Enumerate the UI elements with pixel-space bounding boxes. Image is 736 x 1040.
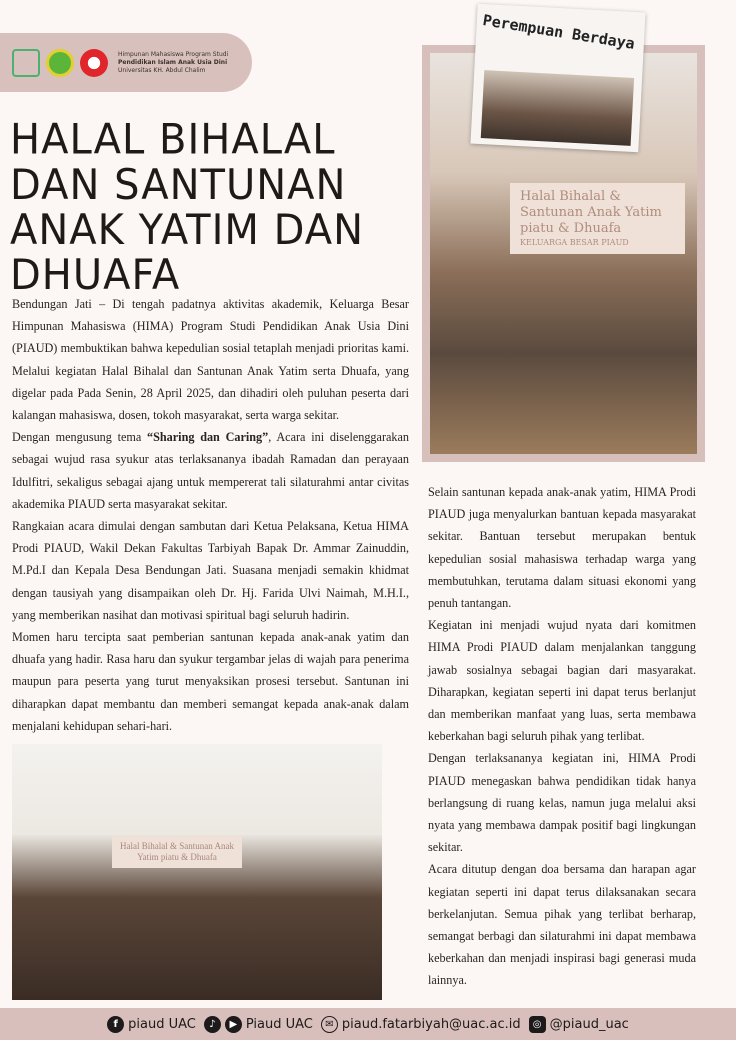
faculty-logo-icon [46, 49, 74, 77]
youtube-icon: ▶ [225, 1016, 242, 1033]
polaroid-photo: Perempuan Berdaya [470, 4, 645, 153]
org-name: Himpunan Mahasiswa Program Studi Pendidikan Islam Anak Usia Dini Universitas KH. Abdul Chalim [118, 50, 229, 74]
paragraph: Selain santunan kepada anak-anak yatim, HIMA Prodi PIAUD juga menyalurkan bantuan kepada masyarakat sekitar. Bantuan tersebut merupakan bentuk kepedulian sosial mahasiswa terhadap warga yang membutuhkan, terutama dalam situasi ekonomi yang penuh tantangan. [428, 485, 696, 611]
instagram-link[interactable]: ◎ @piaud_uac [529, 1016, 629, 1033]
polaroid-image [481, 70, 634, 146]
theme-paragraph: Dengan mengusung tema “Sharing dan Caring”, Acara ini diselenggarakan sebagai wujud rasa syukur atas terlaksananya ibadah Ramadan dan perayaan Idulfitri, sekaligus sebagai ajang untuk mempererat tali silaturahmi antar civitas akademika PIAUD serta masyarakat sekitar. [12, 430, 410, 511]
header-org-banner [0, 33, 252, 92]
event-banner: Halal Bihalal & Santunan Anak Yatim piatu & Dhuafa [112, 836, 242, 868]
article-left-column [12, 293, 409, 737]
paragraph: Rangkaian acara dimulai dengan sambutan dari Ketua Pelaksana, Ketua HIMA Prodi PIAUD, Wakil Dekan Fakultas Tarbiyah Bapak Dr. Ammar Zainuddin, M.Pd.I dan Kepala Desa Bendungan Jati. Suasana menjadi semakin khidmat dengan tausiyah yang disampaikan oleh Dr. Hj. Farida Ulvi Naimah, M.H.I., yang memberikan nasihat dan motivasi spiritual bagi seluruh hadirin. [12, 519, 409, 622]
email-link[interactable]: ✉ piaud.fatarbiyah@uac.ac.id [321, 1016, 521, 1033]
instagram-icon: ◎ [529, 1016, 546, 1033]
email-icon: ✉ [321, 1016, 338, 1033]
tiktok-youtube-link[interactable]: ♪ ▶ Piaud UAC [204, 1016, 313, 1033]
paragraph: Momen haru tercipta saat pemberian santunan kepada anak-anak yatim dan dhuafa yang hadir. Rasa haru dan syukur tergambar jelas di wajah para penerima maupun para peserta yang turut menyaksikan prosesi tersebut. Santunan ini diharapkan dapat membantu dan memberi semangat kepada anak-anak dalam menjalani kehidupan sehari-hari. [12, 630, 409, 733]
footer-contacts [0, 1008, 736, 1040]
paragraph: Dengan terlaksananya kegiatan ini, HIMA Prodi PIAUD menegaskan bahwa pendidikan tidak hanya berlangsung di ruang kelas, namun juga melalui aksi nyata yang membawa dampak positif bagi lingkungan sekitar. [428, 751, 696, 855]
article-right-column [428, 481, 696, 992]
facebook-icon: f [107, 1016, 124, 1033]
event-banner: Halal Bihalal & Santunan Anak Yatim piatu & Dhuafa KELUARGA BESAR PIAUD [510, 183, 685, 254]
university-logo-icon [12, 49, 40, 77]
group-photo [12, 744, 382, 1000]
tiktok-icon: ♪ [204, 1016, 221, 1033]
paragraph: Acara ditutup dengan doa bersama dan harapan agar kegiatan seperti ini dapat terus dilaksanakan secara berkelanjutan. Semua pihak yang terlibat berharap, semangat berbagi dan silaturahmi ini dapat membawa keberkahan dan menjadi inspirasi bagi generasi muda lainnya. [428, 862, 696, 988]
paragraph: Bendungan Jati – Di tengah padatnya aktivitas akademik, Keluarga Besar Himpunan Mahasiswa (HIMA) Program Studi Pendidikan Anak Usia Dini (PIAUD) membuktikan bahwa kepedulian sosial tetaplah menjadi prioritas kami. Melalui kegiatan Halal Bihalal dan Santunan Anak Yatim serta Dhuafa, yang digelar pada Pada Senin, 28 April 2025, dan dihadiri oleh puluhan peserta dari kalangan mahasiswa, dosen, tokoh masyarakat, serta warga sekitar. [12, 297, 409, 423]
piaud-logo-icon [80, 49, 108, 77]
page-title: HALAL BIHALAL DAN SANTUNAN ANAK YATIM DAN DHUAFA [10, 115, 365, 300]
paragraph: Kegiatan ini menjadi wujud nyata dari komitmen HIMA Prodi PIAUD dalam menjalankan tanggung jawab sosialnya sebagai bagian dari masyarakat. Diharapkan, kegiatan seperti ini dapat terus berlanjut dan memberikan manfaat yang luas, serta membawa keberkahan bagi seluruh pihak yang terlibat. [428, 618, 696, 744]
facebook-link[interactable]: f piaud UAC [107, 1016, 196, 1033]
